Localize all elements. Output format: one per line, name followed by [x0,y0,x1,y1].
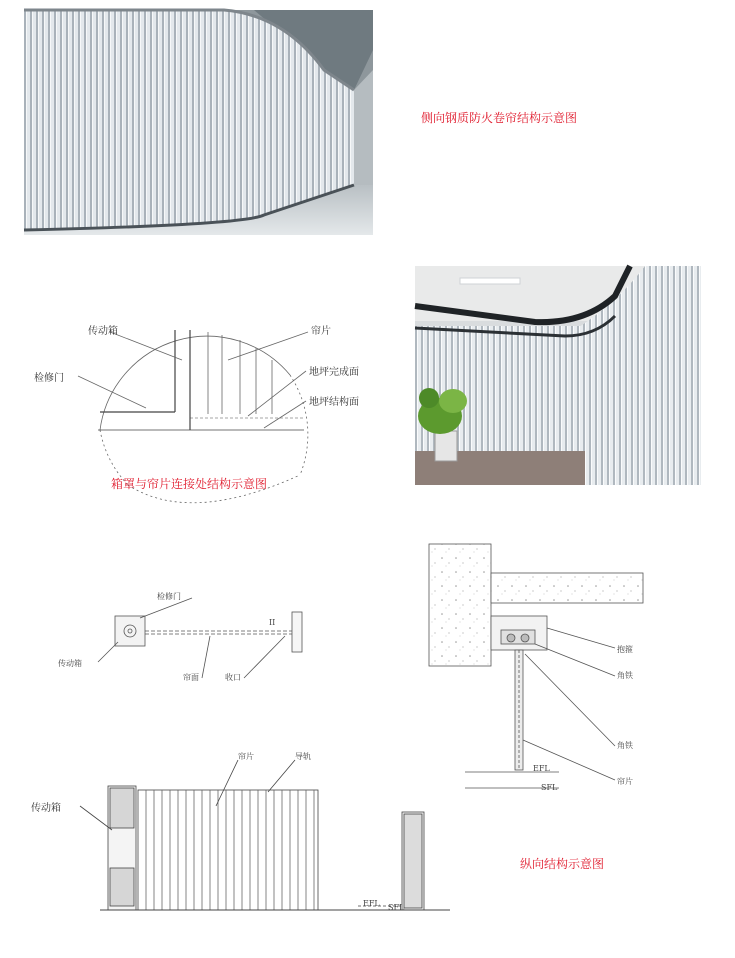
section-label-angle-iron-1: 角铁 [617,671,633,680]
elev-label-efl: EFL [363,899,380,908]
plan-label-access-door: 检修门 [157,592,181,601]
vertical-caption: 纵向结构示意图 [520,857,605,871]
photo-curved-shutter-room [415,266,701,485]
plan-view-drawing [60,590,300,700]
elev-label-drive-box: 传动箱 [31,803,61,814]
elev-label-sfl: SFL [388,903,405,912]
section-label-angle-iron-2: 角铁 [617,741,633,750]
elev-label-curtain: 帘片 [238,752,254,761]
elevation-view-drawing [20,740,440,920]
plan-label-curtain-face: 帘面 [183,673,199,682]
plan-mark: II [269,618,276,627]
section-label-hanger: 抱箍 [617,645,633,654]
section-view-drawing [425,540,685,800]
box-curtain-connection-detail [40,300,340,530]
box-curtain-caption: 箱罩与帘片连接处结构示意图 [111,477,268,491]
label-floor-finish: 地坪完成面 [309,367,359,378]
section-label-sfl: SFL [541,783,558,792]
section-label-efl: EFL [533,764,550,773]
label-curtain: 帘片 [311,326,331,337]
side-shutter-caption: 侧向钢质防火卷帘结构示意图 [421,111,578,125]
label-drive-box: 传动箱 [88,326,118,337]
elev-label-guide-rail: 导轨 [295,752,311,761]
label-access-door: 检修门 [34,373,64,384]
label-floor-structure: 地坪结构面 [309,397,359,408]
plan-label-closure: 收口 [225,673,241,682]
plan-label-drive-box: 传动箱 [58,659,82,668]
photo-curved-shutter-lobby [24,10,373,235]
section-label-curtain: 帘片 [617,777,633,786]
